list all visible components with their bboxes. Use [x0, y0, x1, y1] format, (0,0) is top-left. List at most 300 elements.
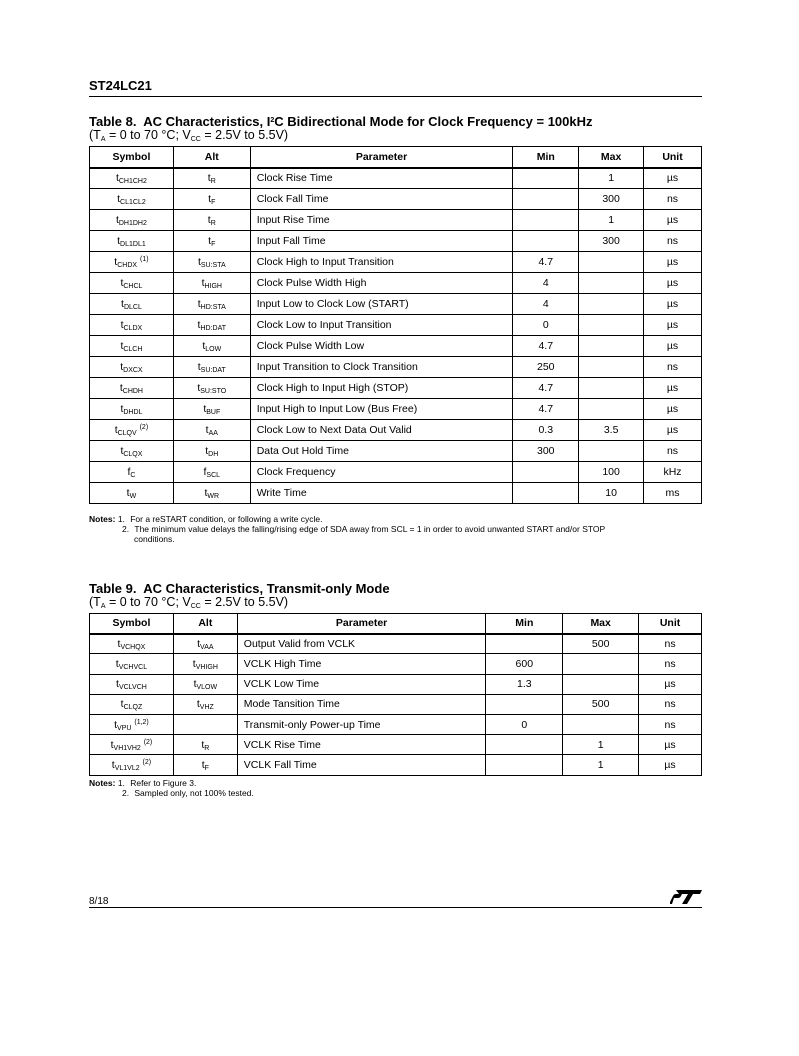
alt-main: t — [208, 193, 212, 205]
unit-cell: ns — [644, 357, 702, 378]
unit-cell: µs — [644, 420, 702, 441]
alt-cell — [173, 357, 250, 378]
min-cell: 600 — [486, 654, 563, 674]
alt-cell — [173, 441, 250, 462]
symbol-main: f — [127, 466, 131, 478]
symbol-main: t — [117, 235, 121, 247]
table9-cond-close: = 2.5V to 5.5V) — [200, 595, 289, 609]
max-cell — [579, 378, 644, 399]
table8 — [89, 146, 702, 504]
parameter-cell: Data Out Hold Time — [250, 441, 513, 462]
symbol-main: t — [126, 487, 130, 499]
unit-cell: µs — [644, 315, 702, 336]
symbol-main: t — [114, 424, 118, 436]
parameter-cell: Input Low to Clock Low (START) — [250, 294, 513, 315]
alt-subscript: F — [211, 199, 216, 206]
table8-note-text: The minimum value delays the falling/rising edge of SDA away from SCL = 1 in order to avoid unwanted START and/or STOP — [134, 524, 606, 534]
max-cell — [563, 714, 639, 734]
alt-subscript: HIGH — [204, 283, 222, 290]
table8-title-sup: 2 — [270, 117, 275, 124]
table9-row — [90, 674, 702, 694]
table9-note-num: 1. — [117, 778, 125, 788]
alt-cell — [173, 378, 250, 399]
max-cell: 500 — [563, 694, 639, 714]
alt-main: t — [201, 738, 205, 751]
parameter-cell: Transmit-only Power-up Time — [237, 714, 486, 734]
alt-main: t — [205, 424, 209, 436]
symbol-cell — [90, 735, 174, 755]
table8-row — [90, 231, 702, 252]
alt-subscript: WR — [207, 493, 220, 500]
max-cell: 1 — [579, 168, 644, 189]
alt-cell — [173, 755, 237, 775]
table9-note-text: Sampled only, not 100% tested. — [134, 788, 254, 798]
alt-subscript: SCL — [206, 472, 221, 479]
symbol-cell — [90, 357, 174, 378]
max-cell: 300 — [579, 231, 644, 252]
alt-subscript: SU:STO — [200, 388, 227, 395]
symbol-cell — [90, 755, 174, 775]
symbol-subscript: CHCL — [123, 283, 143, 290]
symbol-main: t — [115, 657, 119, 670]
min-cell — [513, 189, 579, 210]
table8-label: Table 8. — [89, 114, 137, 129]
alt-main: t — [196, 698, 200, 711]
symbol-main: t — [111, 758, 115, 771]
symbol-note: (1) — [139, 256, 149, 263]
table8-row — [90, 357, 702, 378]
max-cell — [579, 315, 644, 336]
min-cell — [486, 694, 563, 714]
unit-cell: µs — [644, 273, 702, 294]
unit-cell: µs — [644, 210, 702, 231]
min-cell — [486, 634, 563, 654]
unit-cell: µs — [644, 378, 702, 399]
symbol-cell — [90, 189, 174, 210]
alt-main: t — [197, 382, 201, 394]
symbol-main: t — [121, 298, 124, 310]
max-cell — [579, 336, 644, 357]
parameter-cell: Output Valid from VCLK — [237, 634, 486, 654]
max-cell — [579, 357, 644, 378]
symbol-main: t — [115, 214, 119, 226]
alt-cell — [173, 420, 250, 441]
parameter-cell: Clock High to Input High (STOP) — [250, 378, 513, 399]
unit-cell: ms — [644, 483, 702, 504]
parameter-cell: Clock Rise Time — [250, 168, 513, 189]
alt-main: t — [201, 758, 205, 771]
alt-main: t — [207, 172, 211, 185]
unit-cell: ns — [644, 231, 702, 252]
table9-cond-cc: CC — [190, 603, 201, 610]
alt-subscript: HD:DAT — [200, 325, 227, 332]
alt-cell — [173, 714, 237, 734]
symbol-subscript: DL1DL1 — [120, 241, 146, 248]
table8-row — [90, 273, 702, 294]
symbol-cell — [90, 420, 174, 441]
table9-cond-a: A — [100, 603, 106, 610]
parameter-cell: Mode Tansition Time — [237, 694, 486, 714]
symbol-note: (1,2) — [134, 718, 149, 726]
table8-col-min: Min — [513, 147, 579, 168]
symbol-subscript: VH1VH2 — [113, 744, 141, 752]
table9-body — [90, 634, 702, 775]
table8-note-num: 1. — [117, 514, 125, 524]
table9-col-symbol: Symbol — [90, 614, 174, 634]
table8-row — [90, 462, 702, 483]
symbol-subscript: CLDX — [123, 325, 143, 332]
table8-row — [90, 336, 702, 357]
symbol-main: t — [116, 678, 119, 691]
min-cell — [513, 231, 579, 252]
alt-subscript: SU:STA — [200, 262, 226, 269]
table9-col-max: Max — [563, 614, 639, 634]
symbol-subscript: VPU — [117, 724, 132, 732]
alt-main: t — [201, 277, 205, 289]
alt-subscript: HD:STA — [200, 304, 226, 311]
symbol-subscript: DHDL — [123, 409, 143, 416]
alt-main: f — [203, 466, 207, 478]
max-cell — [579, 441, 644, 462]
unit-cell: ns — [644, 441, 702, 462]
symbol-main: t — [120, 277, 124, 289]
max-cell: 1 — [563, 755, 639, 775]
unit-cell: ns — [639, 634, 702, 654]
min-cell: 4 — [513, 273, 579, 294]
alt-subscript: F — [204, 764, 209, 772]
alt-cell — [173, 210, 250, 231]
table8-col-max: Max — [579, 147, 644, 168]
alt-subscript: VAA — [200, 644, 214, 652]
min-cell: 1.3 — [486, 674, 563, 694]
unit-cell: ns — [639, 694, 702, 714]
table8-title-pre: AC Characteristics, I — [143, 114, 271, 129]
symbol-cell — [90, 441, 174, 462]
symbol-main: t — [117, 638, 121, 651]
max-cell: 10 — [579, 483, 644, 504]
symbol-main: t — [120, 319, 124, 331]
table8-notes — [89, 514, 605, 544]
unit-cell: µs — [639, 735, 702, 755]
symbol-cell — [90, 634, 174, 654]
alt-main: t — [207, 214, 211, 226]
max-cell: 3.5 — [579, 420, 644, 441]
alt-main: t — [197, 256, 201, 268]
table8-row — [90, 483, 702, 504]
parameter-cell: Input Transition to Clock Transition — [250, 357, 513, 378]
max-cell — [579, 252, 644, 273]
unit-cell: µs — [644, 294, 702, 315]
min-cell — [513, 168, 579, 189]
alt-cell — [173, 231, 250, 252]
alt-cell — [173, 634, 237, 654]
unit-cell: µs — [644, 252, 702, 273]
alt-cell — [173, 273, 250, 294]
min-cell: 4 — [513, 294, 579, 315]
unit-cell: µs — [644, 399, 702, 420]
alt-subscript: R — [210, 178, 216, 186]
symbol-subscript: DXCX — [123, 367, 143, 374]
unit-cell: µs — [639, 755, 702, 775]
min-cell — [513, 210, 579, 231]
alt-subscript: SU:DAT — [200, 367, 226, 374]
table8-row — [90, 210, 702, 231]
symbol-subscript: VCLVCH — [118, 684, 147, 692]
symbol-cell — [90, 674, 174, 694]
header-rule — [89, 96, 702, 97]
min-cell: 4.7 — [513, 399, 579, 420]
unit-cell: ns — [639, 714, 702, 734]
symbol-subscript: VCHQX — [120, 644, 146, 652]
parameter-cell: Input Rise Time — [250, 210, 513, 231]
alt-cell — [173, 483, 250, 504]
max-cell — [579, 294, 644, 315]
alt-cell — [173, 694, 237, 714]
footer-rule — [89, 907, 702, 908]
parameter-cell: Clock Pulse Width High — [250, 273, 513, 294]
symbol-cell — [90, 168, 174, 189]
min-cell: 4.7 — [513, 378, 579, 399]
alt-subscript: R — [204, 744, 210, 752]
unit-cell: µs — [639, 674, 702, 694]
symbol-subscript: DLCL — [123, 304, 142, 311]
symbol-main: t — [114, 256, 118, 268]
parameter-cell: Clock Pulse Width Low — [250, 336, 513, 357]
alt-cell — [173, 294, 250, 315]
symbol-cell — [90, 399, 174, 420]
symbol-main: t — [110, 738, 114, 751]
alt-subscript: R — [210, 220, 216, 227]
symbol-subscript: VL1VL2 — [114, 764, 140, 772]
symbol-subscript: CHDX — [117, 262, 138, 269]
table9-row — [90, 634, 702, 654]
max-cell: 1 — [579, 210, 644, 231]
symbol-cell — [90, 210, 174, 231]
table8-col-unit: Unit — [644, 147, 702, 168]
symbol-cell — [90, 231, 174, 252]
table9-note-num: 2. — [122, 788, 130, 798]
table8-cond-open: (T — [89, 128, 101, 142]
unit-cell: µs — [644, 336, 702, 357]
table8-row — [90, 189, 702, 210]
document-header-title: ST24LC21 — [89, 78, 152, 93]
table9-notes — [89, 778, 254, 798]
alt-main: t — [193, 678, 197, 691]
max-cell: 1 — [563, 735, 639, 755]
table9-header-row — [90, 614, 702, 634]
table8-caption — [89, 115, 593, 129]
symbol-cell — [90, 378, 174, 399]
alt-subscript: LOW — [205, 346, 222, 353]
alt-cell — [173, 462, 250, 483]
table8-row — [90, 420, 702, 441]
symbol-subscript: CLQX — [123, 451, 143, 458]
alt-main: t — [197, 319, 201, 331]
symbol-subscript: CH1CH2 — [118, 178, 147, 186]
alt-cell — [173, 252, 250, 273]
symbol-cell — [90, 336, 174, 357]
table8-row — [90, 441, 702, 462]
table9-col-parameter: Parameter — [237, 614, 486, 634]
table8-note-text: For a reSTART condition, or following a write cycle. — [130, 514, 323, 524]
parameter-cell: Write Time — [250, 483, 513, 504]
table8-row — [90, 168, 702, 189]
table9-col-alt: Alt — [173, 614, 237, 634]
table8-notes-label: Notes: — [89, 514, 116, 524]
table8-cond-a: A — [100, 136, 106, 143]
symbol-note: (2) — [139, 424, 149, 431]
symbol-main: t — [117, 193, 121, 205]
parameter-cell: Clock Fall Time — [250, 189, 513, 210]
alt-cell — [173, 674, 237, 694]
symbol-main: t — [120, 361, 124, 373]
symbol-main: t — [120, 403, 124, 415]
table9-conditions — [89, 595, 288, 609]
table8-col-symbol: Symbol — [90, 147, 174, 168]
table9-col-min: Min — [486, 614, 563, 634]
table8-note-text: conditions. — [134, 534, 175, 544]
table9-label: Table 9. — [89, 581, 137, 596]
table9-row — [90, 694, 702, 714]
table9-notes-label: Notes: — [89, 778, 116, 788]
table9-row — [90, 735, 702, 755]
st-logo-icon — [670, 889, 703, 905]
symbol-main: t — [120, 445, 124, 457]
table9-row — [90, 714, 702, 734]
symbol-subscript: VCHVCL — [118, 663, 148, 671]
table8-row — [90, 399, 702, 420]
symbol-cell — [90, 714, 174, 734]
symbol-subscript: W — [129, 493, 137, 500]
table8-conditions — [89, 128, 288, 142]
table8-title-post: C Bidirectional Mode for Clock Frequency = 100kHz — [274, 114, 593, 129]
alt-main: t — [192, 657, 196, 670]
max-cell — [579, 399, 644, 420]
table8-body — [90, 168, 702, 504]
symbol-subscript: CLCH — [123, 346, 143, 353]
max-cell: 500 — [563, 634, 639, 654]
alt-cell — [173, 189, 250, 210]
max-cell: 100 — [579, 462, 644, 483]
table9-row — [90, 755, 702, 775]
symbol-subscript: CHDH — [122, 388, 143, 395]
min-cell — [486, 735, 563, 755]
unit-cell: ns — [639, 654, 702, 674]
alt-cell — [173, 336, 250, 357]
symbol-main: t — [119, 382, 123, 394]
unit-cell: µs — [644, 168, 702, 189]
table8-cond-mid: = 0 to 70 °C; V — [105, 128, 191, 142]
unit-cell: kHz — [644, 462, 702, 483]
parameter-cell: Input Fall Time — [250, 231, 513, 252]
symbol-subscript: C — [130, 472, 136, 479]
alt-subscript: VHZ — [199, 704, 214, 712]
alt-subscript: VHIGH — [195, 663, 218, 671]
table8-note-num: 2. — [122, 524, 130, 534]
alt-main: t — [204, 487, 208, 499]
symbol-subscript: CL1CL2 — [120, 199, 146, 206]
min-cell: 4.7 — [513, 336, 579, 357]
min-cell: 300 — [513, 441, 579, 462]
alt-subscript: AA — [208, 430, 218, 437]
alt-main: t — [202, 340, 206, 352]
page-number: 8/18 — [89, 896, 109, 907]
symbol-main: t — [114, 718, 118, 731]
table8-header-row — [90, 147, 702, 168]
table8-col-parameter: Parameter — [250, 147, 513, 168]
min-cell: 250 — [513, 357, 579, 378]
alt-main: t — [208, 235, 212, 247]
table9-title: AC Characteristics, Transmit-only Mode — [143, 581, 390, 596]
alt-subscript: BUF — [206, 409, 221, 416]
min-cell — [486, 755, 563, 775]
symbol-subscript: CLQZ — [123, 704, 143, 712]
max-cell — [579, 273, 644, 294]
alt-main: t — [197, 361, 201, 373]
alt-cell — [173, 735, 237, 755]
table8-row — [90, 378, 702, 399]
table9-note-text: Refer to Figure 3. — [130, 778, 197, 788]
symbol-cell — [90, 315, 174, 336]
min-cell — [513, 462, 579, 483]
min-cell: 0 — [486, 714, 563, 734]
table8-row — [90, 294, 702, 315]
min-cell: 0.3 — [513, 420, 579, 441]
alt-subscript: F — [211, 241, 216, 248]
symbol-cell — [90, 694, 174, 714]
table9-cond-open: (T — [89, 595, 101, 609]
min-cell: 4.7 — [513, 252, 579, 273]
parameter-cell: VCLK Rise Time — [237, 735, 486, 755]
symbol-cell — [90, 294, 174, 315]
alt-subscript: DH — [208, 451, 219, 458]
symbol-main: t — [120, 698, 124, 711]
symbol-cell — [90, 273, 174, 294]
table9-row — [90, 654, 702, 674]
alt-cell — [173, 399, 250, 420]
symbol-cell — [90, 252, 174, 273]
parameter-cell: Clock Frequency — [250, 462, 513, 483]
alt-main: t — [197, 298, 201, 310]
parameter-cell: Input High to Input Low (Bus Free) — [250, 399, 513, 420]
table9-cond-mid: = 0 to 70 °C; V — [105, 595, 191, 609]
min-cell — [513, 483, 579, 504]
table9-caption — [89, 582, 390, 596]
min-cell: 0 — [513, 315, 579, 336]
symbol-note: (2) — [143, 738, 153, 746]
symbol-main: t — [120, 340, 124, 352]
table9-col-unit: Unit — [639, 614, 702, 634]
table8-row — [90, 315, 702, 336]
symbol-subscript: CLQV — [117, 430, 137, 437]
symbol-cell — [90, 483, 174, 504]
alt-main: t — [197, 638, 201, 651]
table8-cond-cc: CC — [190, 136, 201, 143]
symbol-note: (2) — [142, 758, 152, 766]
symbol-cell — [90, 654, 174, 674]
max-cell — [563, 674, 639, 694]
alt-cell — [173, 654, 237, 674]
symbol-main: t — [115, 172, 119, 185]
table9 — [89, 613, 702, 776]
parameter-cell: Clock High to Input Transition — [250, 252, 513, 273]
parameter-cell: VCLK Fall Time — [237, 755, 486, 775]
symbol-cell — [90, 462, 174, 483]
table8-cond-close: = 2.5V to 5.5V) — [200, 128, 289, 142]
table8-col-alt: Alt — [173, 147, 250, 168]
parameter-cell: Clock Low to Input Transition — [250, 315, 513, 336]
alt-main: t — [203, 403, 207, 415]
